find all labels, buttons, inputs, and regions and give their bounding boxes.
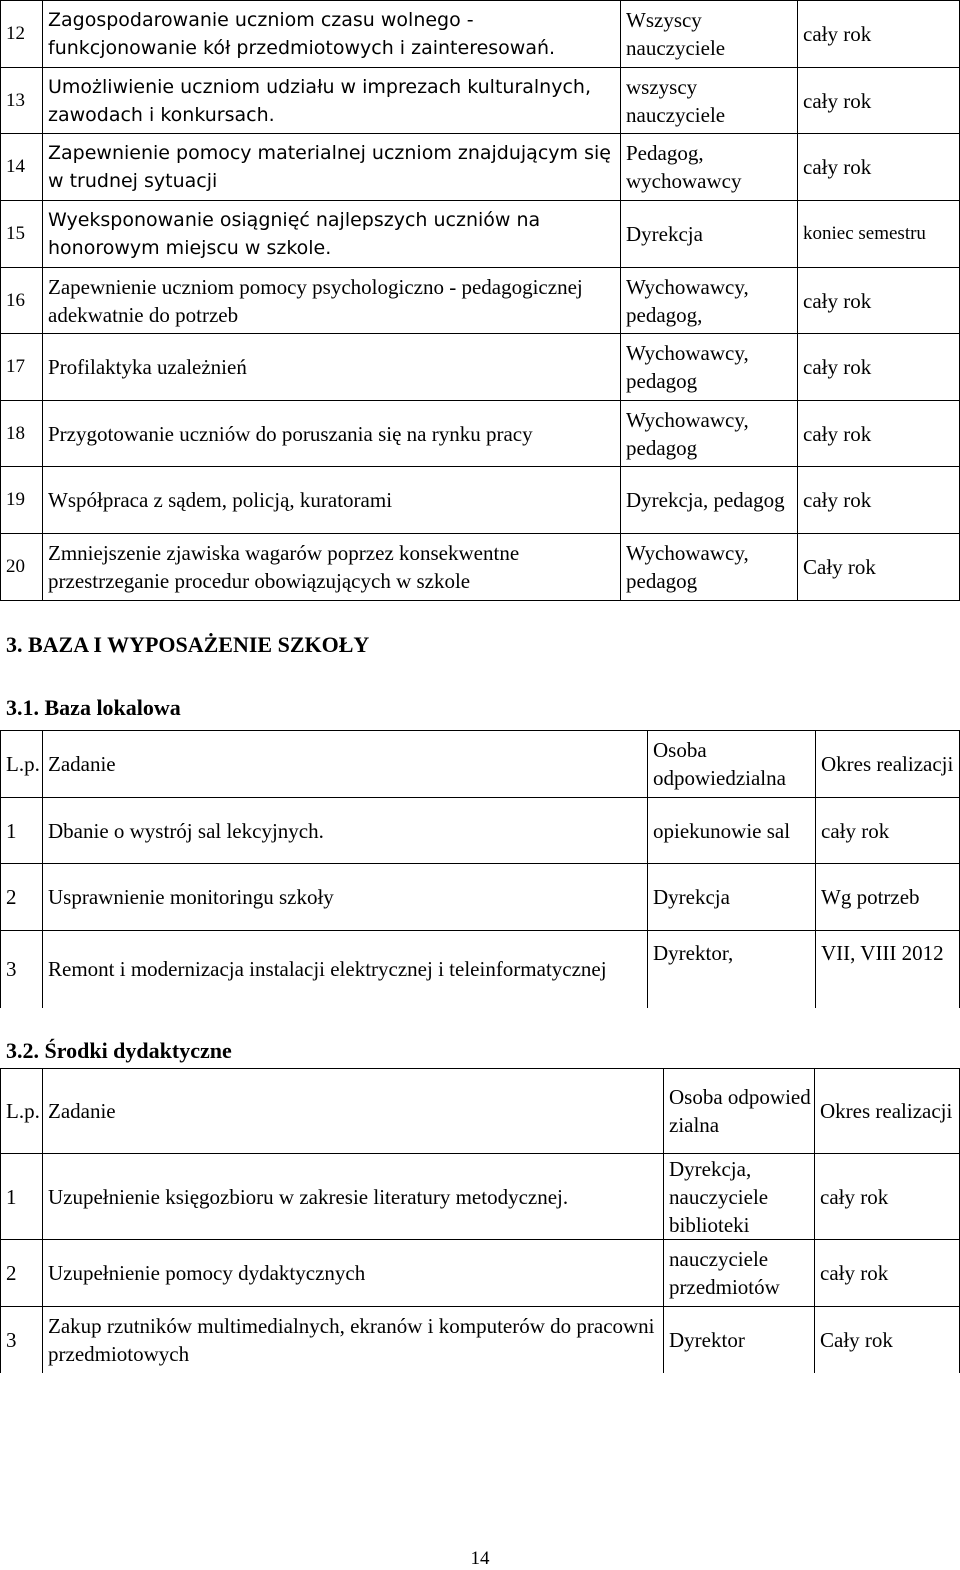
task-cell: Remont i modernizacja instalacji elektrycznej i teleinformatycznej: [43, 931, 648, 1008]
period-cell: Cały rok: [798, 534, 960, 601]
table-row: [1, 201, 960, 268]
header-person: Osoba odpowiedzialna: [664, 1069, 815, 1154]
task-cell: Umożliwienie uczniom udziału w imprezach kulturalnych, zawodach i konkursach.: [43, 68, 621, 134]
responsible-cell: opiekunowie sal: [648, 798, 816, 864]
task-cell: Zapewnienie pomocy materialnej uczniom znajdującym się w trudnej sytuacji: [43, 134, 621, 201]
premises-table: [0, 730, 960, 1008]
task-cell: Usprawnienie monitoringu szkoły: [43, 864, 648, 931]
table-row: [1, 1240, 960, 1307]
header-period: Okres realizacji: [816, 731, 960, 798]
period-cell: Wg potrzeb: [816, 864, 960, 931]
period-cell: cały rok: [815, 1154, 960, 1240]
task-cell: Przygotowanie uczniów do poruszania się na rynku pracy: [43, 401, 621, 467]
row-number: 3: [1, 931, 43, 1008]
table-row: [1, 1154, 960, 1240]
period-cell: cały rok: [798, 68, 960, 134]
row-number: 13: [1, 68, 43, 134]
task-cell: Dbanie o wystrój sal lekcyjnych.: [43, 798, 648, 864]
period-cell: cały rok: [798, 334, 960, 401]
header-task: Zadanie: [43, 731, 648, 798]
task-cell: Uzupełnienie księgozbioru w zakresie literatury metodycznej.: [43, 1154, 664, 1240]
task-cell: Zmniejszenie zjawiska wagarów poprzez konsekwentne przestrzeganie procedur obowiązujących w szkole: [43, 534, 621, 601]
row-number: 2: [1, 1240, 43, 1307]
row-number: 14: [1, 134, 43, 201]
responsible-cell: wszyscy nauczyciele: [621, 68, 798, 134]
responsible-cell: Dyrekcja, pedagog: [621, 467, 798, 534]
table-row: [1, 864, 960, 931]
task-cell: Zapewnienie uczniom pomocy psychologiczno - pedagogicznej adekwatnie do potrzeb: [43, 268, 621, 334]
task-cell: Wyeksponowanie osiągnięć najlepszych uczniów na honorowym miejscu w szkole.: [43, 201, 621, 268]
section-heading: 3. BAZA I WYPOSAŻENIE SZKOŁY: [6, 632, 370, 657]
period-cell: cały rok: [798, 268, 960, 334]
table-row: [1, 401, 960, 467]
period-cell: cały rok: [798, 401, 960, 467]
row-number: 20: [1, 534, 43, 601]
period-cell: cały rok: [798, 467, 960, 534]
task-cell: Uzupełnienie pomocy dydaktycznych: [43, 1240, 664, 1307]
responsible-cell: Wychowawcy, pedagog: [621, 334, 798, 401]
page-number: 14: [470, 1548, 490, 1569]
responsible-cell: Wychowawcy, pedagog,: [621, 268, 798, 334]
header-row: [1, 1069, 960, 1154]
teaching-aids-table: [0, 1068, 960, 1373]
table-row: [1, 268, 960, 334]
period-cell: VII, VIII 2012: [816, 931, 960, 1008]
responsible-cell: Wychowawcy, pedagog: [621, 401, 798, 467]
row-number: 12: [1, 1, 43, 68]
header-period: Okres realizacji: [815, 1069, 960, 1154]
period-cell: koniec semestru: [798, 201, 960, 268]
responsible-cell: Wszyscy nauczyciele: [621, 1, 798, 68]
header-person: Osoba odpowiedzialna: [648, 731, 816, 798]
header-row: [1, 731, 960, 798]
responsible-cell: Dyrekcja: [621, 201, 798, 268]
responsible-cell: Dyrektor: [664, 1307, 815, 1373]
subsection-heading: 3.1. Baza lokalowa: [6, 695, 181, 720]
row-number: 18: [1, 401, 43, 467]
responsible-cell: Wychowawcy, pedagog: [621, 534, 798, 601]
row-number: 3: [1, 1307, 43, 1373]
period-cell: cały rok: [816, 798, 960, 864]
task-cell: Współpraca z sądem, policją, kuratorami: [43, 467, 621, 534]
task-cell: Zakup rzutników multimedialnych, ekranów i komputerów do pracowni przedmiotowych: [43, 1307, 664, 1373]
task-cell: Profilaktyka uzależnień: [43, 334, 621, 401]
table-row: [1, 1, 960, 68]
header-task: Zadanie: [43, 1069, 664, 1154]
row-number: 15: [1, 201, 43, 268]
header-no: L.p.: [1, 1069, 43, 1154]
subsection-heading: 3.2. Środki dydaktyczne: [6, 1038, 232, 1063]
responsible-cell: Pedagog, wychowawcy: [621, 134, 798, 201]
table-row: [1, 534, 960, 601]
period-cell: cały rok: [798, 1, 960, 68]
table-row: [1, 467, 960, 534]
task-cell: Zagospodarowanie uczniom czasu wolnego - funkcjonowanie kół przedmiotowych i zainteresowań.: [43, 1, 621, 68]
responsible-cell: Dyrekcja: [648, 864, 816, 931]
table-row: [1, 798, 960, 864]
table-row: [1, 1307, 960, 1373]
responsible-cell: nauczyciele przedmiotów: [664, 1240, 815, 1307]
activities-table: [0, 0, 960, 601]
row-number: 17: [1, 334, 43, 401]
period-cell: cały rok: [798, 134, 960, 201]
row-number: 1: [1, 1154, 43, 1240]
period-cell: cały rok: [815, 1240, 960, 1307]
row-number: 19: [1, 467, 43, 534]
period-cell: Cały rok: [815, 1307, 960, 1373]
table-row: [1, 931, 960, 1008]
header-no: L.p.: [1, 731, 43, 798]
row-number: 1: [1, 798, 43, 864]
row-number: 16: [1, 268, 43, 334]
responsible-cell: Dyrekcja, nauczyciele biblioteki: [664, 1154, 815, 1240]
table-row: [1, 334, 960, 401]
row-number: 2: [1, 864, 43, 931]
table-row: [1, 68, 960, 134]
table-row: [1, 134, 960, 201]
responsible-cell: Dyrektor,: [648, 931, 816, 1008]
